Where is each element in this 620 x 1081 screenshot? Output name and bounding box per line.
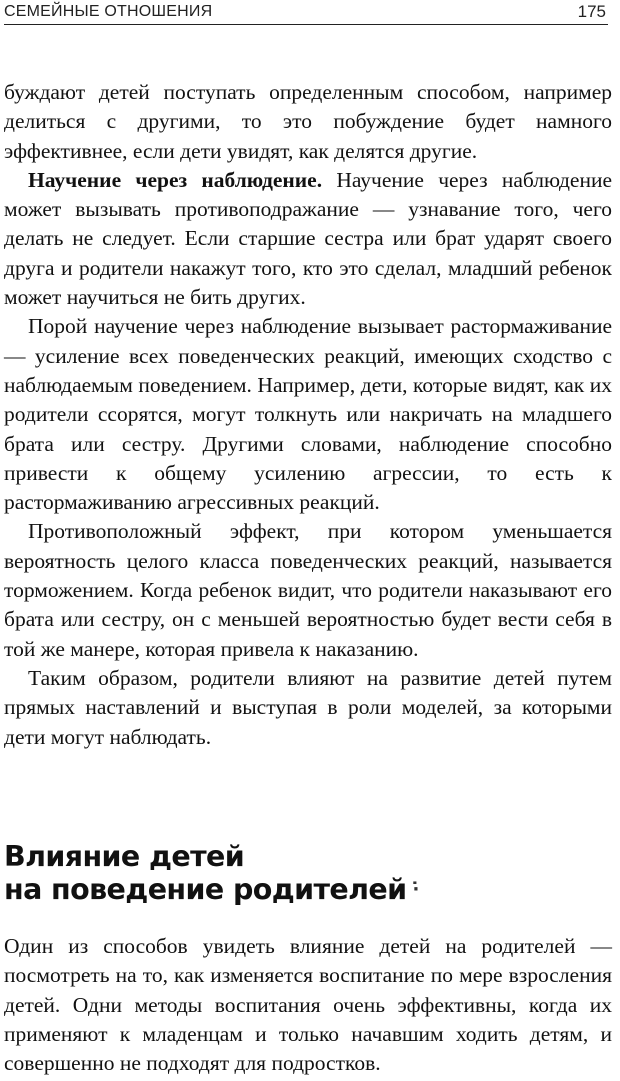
page-number: 175 — [577, 2, 606, 21]
paragraph — [4, 166, 612, 312]
section-heading-line-1: Влияние детей — [4, 840, 245, 873]
paragraph — [4, 517, 612, 663]
section-heading-line-2 — [4, 873, 604, 906]
section-heading — [4, 840, 604, 906]
paragraph-text: Таким образом, родители влияют на развитие детей путем прямых наставлений и выступая в роли моделей, за которыми дети могут наблюдать. — [4, 665, 612, 749]
section-heading-line-2-text: на поведение родителей — [4, 873, 407, 906]
body-text-bottom — [4, 932, 612, 1078]
paragraph-text: Научение через наблюдение может вызывать противоподражание — узнавание того, чего делать не следует. Если старшие сестра или брат ударят своего друга и родители накажут того, кто это сделал, младший ребенок может научиться не бить других. — [4, 167, 613, 310]
paragraph-text: Порой научение через наблюдение вызывает растормаживание — усиление всех поведенческих реакций, имеющих сходство с наблюдаемым поведением. Например, дети, которые видят, как их родители ссорятся, могут толкнуть или накричать на младшего брата или сестру. Другими словами, наблюдение способно привести к общему усилению агрессии, то есть к растормаживанию агрессивных реакций. — [4, 314, 612, 515]
paragraph — [4, 312, 612, 517]
body-text-top — [4, 78, 612, 752]
paragraph — [4, 664, 612, 752]
paragraph — [4, 932, 612, 1078]
paragraph — [4, 78, 612, 166]
running-title: СЕМЕЙНЫЕ ОТНОШЕНИЯ — [4, 3, 213, 20]
paragraph-text: Противоположный эффект, при котором уменьшается вероятность целого класса поведенческих реакций, называется торможением. Когда ребенок видит, что родители наказывают его брата или сестру, он с меньшей вероятностью будет вести себя в той же манере, которая привела к наказанию. — [4, 519, 612, 661]
paragraph-text: Один из способов увидеть влияние детей на родителей — посмотреть на то, как изменяется воспитание по мере взросления детей. Одни методы воспитания очень эффективны, когда их применяют к младенцам и только начавшим ходить детям, и совершенно не подходят для подростков. — [4, 934, 612, 1076]
stray-mark: ·̇ — [412, 879, 419, 900]
running-header — [4, 2, 608, 25]
paragraph-text: буждают детей поступать определенным способом, например делиться с другими, то это побуждение будет намного эффективнее, если дети увидят, как делятся другие. — [4, 80, 612, 163]
paragraph-lead-term: Научение через наблюдение. — [28, 167, 323, 192]
